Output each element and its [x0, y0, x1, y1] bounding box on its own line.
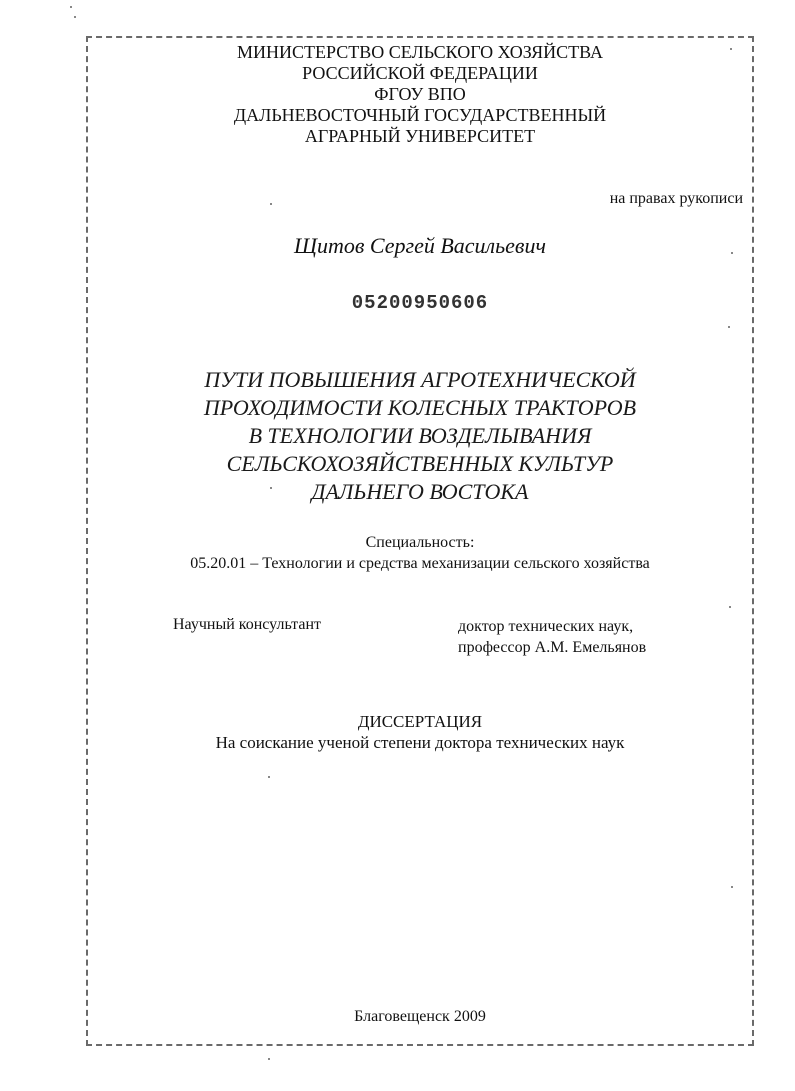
title-line: ДАЛЬНЕГО ВОСТОКА — [311, 479, 529, 504]
scan-speck — [70, 6, 72, 8]
city-year: Благовещенск 2009 — [354, 1008, 486, 1025]
consultant-degree: доктор технических наук, — [458, 618, 634, 635]
ministry-line: МИНИСТЕРСТВО СЕЛЬСКОГО ХОЗЯЙСТВА — [237, 42, 603, 62]
scan-speck — [268, 1058, 270, 1060]
consultant-details — [458, 616, 646, 658]
scan-speck — [729, 606, 731, 608]
specialty-value: 05.20.01 – Технологии и средства механизации сельского хозяйства — [190, 555, 650, 572]
dissertation-title — [86, 366, 754, 506]
ministry-line: АГРАРНЫЙ УНИВЕРСИТЕТ — [304, 126, 536, 146]
specialty-label: Специальность: — [365, 534, 475, 551]
scan-speck — [730, 48, 732, 50]
specialty-block — [86, 532, 754, 574]
title-line: СЕЛЬСКОХОЗЯЙСТВЕННЫХ КУЛЬТУР — [226, 451, 614, 476]
scan-speck — [731, 886, 733, 888]
scan-speck — [74, 16, 76, 18]
scan-speck — [270, 203, 272, 205]
scan-speck — [731, 252, 733, 254]
scan-speck — [268, 776, 270, 778]
scan-speck — [270, 487, 272, 489]
title-line: ПРОХОДИМОСТИ КОЛЕСНЫХ ТРАКТОРОВ — [203, 395, 637, 420]
consultant-name: профессор А.М. Емельянов — [458, 639, 647, 656]
author-name: Щитов Сергей Васильевич — [294, 233, 546, 258]
ministry-line: ДАЛЬНЕВОСТОЧНЫЙ ГОСУДАРСТВЕННЫЙ — [233, 105, 607, 125]
consultant-label: Научный консультант — [173, 616, 321, 633]
manuscript-rights-note: на правах рукописи — [609, 190, 743, 207]
title-line: В ТЕХНОЛОГИИ ВОЗДЕЛЫВАНИЯ — [248, 423, 592, 448]
ministry-header — [86, 42, 754, 147]
document-code: 05200950606 — [351, 292, 489, 314]
ministry-line: ФГОУ ВПО — [374, 84, 466, 104]
dissertation-purpose: На соискание ученой степени доктора технических наук — [215, 733, 625, 752]
title-line: ПУТИ ПОВЫШЕНИЯ АГРОТЕХНИЧЕСКОЙ — [204, 367, 636, 392]
dissertation-label: ДИССЕРТАЦИЯ — [357, 712, 483, 731]
dissertation-block — [86, 711, 754, 753]
ministry-line: РОССИЙСКОЙ ФЕДЕРАЦИИ — [302, 63, 538, 83]
scan-speck — [728, 326, 730, 328]
